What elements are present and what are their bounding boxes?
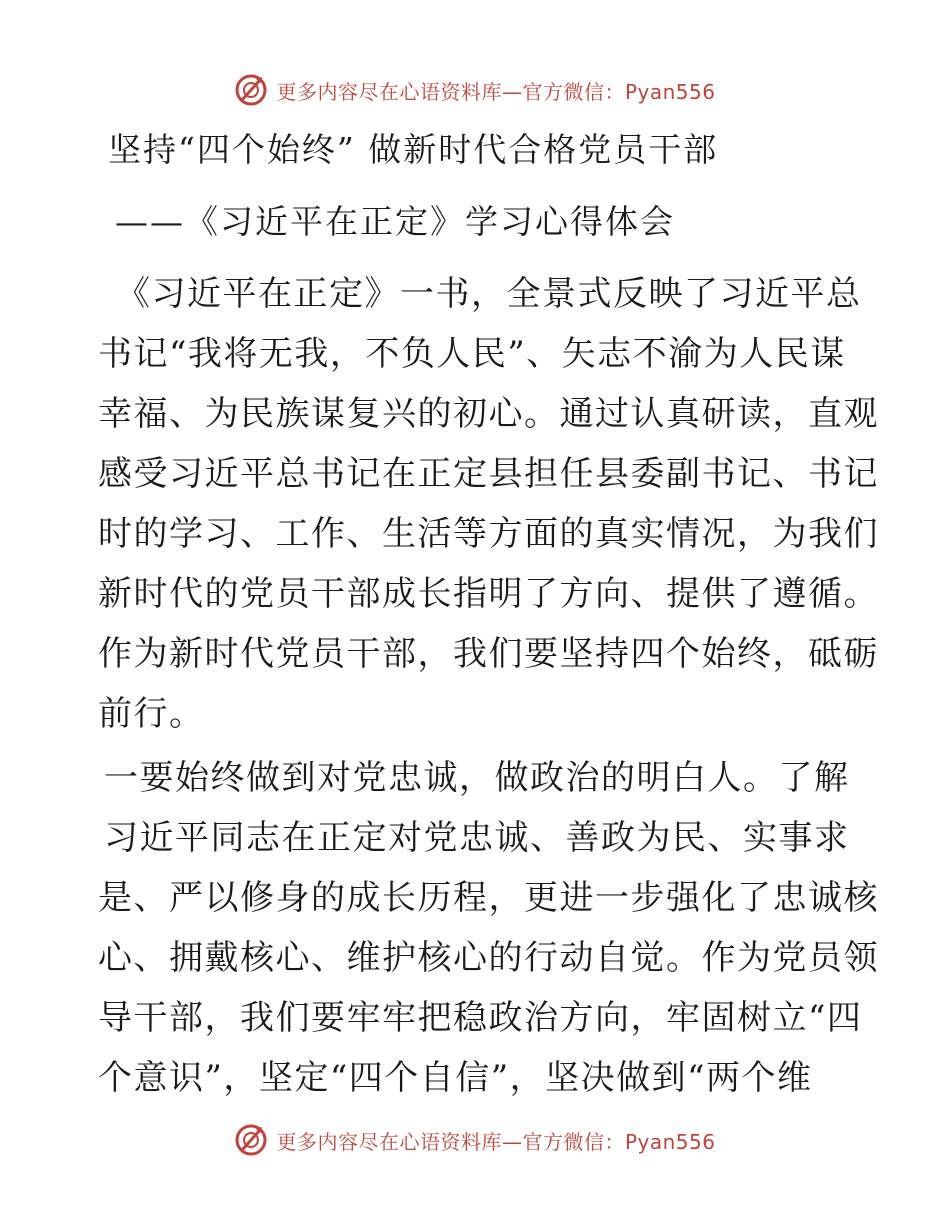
paragraph-line: 个意识”，坚定“四个自信”，坚决做到“两个维	[98, 1058, 813, 1098]
paragraph-line: 《习近平在正定》一书，全景式反映了习近平总	[116, 274, 862, 314]
logo-icon	[234, 73, 268, 107]
paragraph-line: 前行。	[98, 694, 205, 734]
logo-icon	[234, 1123, 268, 1157]
paragraph-line: 书记“我将无我，不负人民”、矢志不渝为人民谋	[98, 334, 846, 374]
footer-banner	[0, 1120, 950, 1160]
paragraph-line: 作为新时代党员干部，我们要坚持四个始终，砥砺	[98, 634, 879, 674]
paragraph-line: 新时代的党员干部成长指明了方向、提供了遵循。	[98, 574, 879, 614]
paragraph-line: 导干部，我们要牢牢把稳政治方向，牢固树立“四	[98, 998, 863, 1038]
paragraph-line: 幸福、为民族谋复兴的初心。通过认真研读，直观	[98, 394, 879, 434]
paragraph-line: 心、拥戴核心、维护核心的行动自觉。作为党员领	[98, 938, 879, 978]
paragraph-line: 是、严以修身的成长历程，更进一步强化了忠诚核	[98, 878, 879, 918]
paragraph-line: 感受习近平总书记在正定县担任县委副书记、书记	[98, 454, 879, 494]
header-banner-text: 更多内容尽在心语资料库—官方微信：Pyan556	[276, 79, 716, 104]
header-banner	[0, 70, 950, 110]
document-title: 坚持“四个始终” 做新时代合格党员干部	[108, 130, 719, 169]
document-subtitle: ——《习近平在正定》学习心得体会	[115, 202, 675, 241]
footer-banner-text: 更多内容尽在心语资料库—官方微信：Pyan556	[276, 1129, 716, 1154]
paragraph-1	[98, 264, 879, 744]
paragraph-line: 时的学习、工作、生活等方面的真实情况，为我们	[98, 514, 879, 554]
paragraph-2	[98, 748, 879, 1108]
paragraph-line: 一要始终做到对党忠诚，做政治的明白人。了解	[104, 758, 850, 798]
paragraph-line: 习近平同志在正定对党忠诚、善政为民、实事求	[104, 818, 850, 858]
